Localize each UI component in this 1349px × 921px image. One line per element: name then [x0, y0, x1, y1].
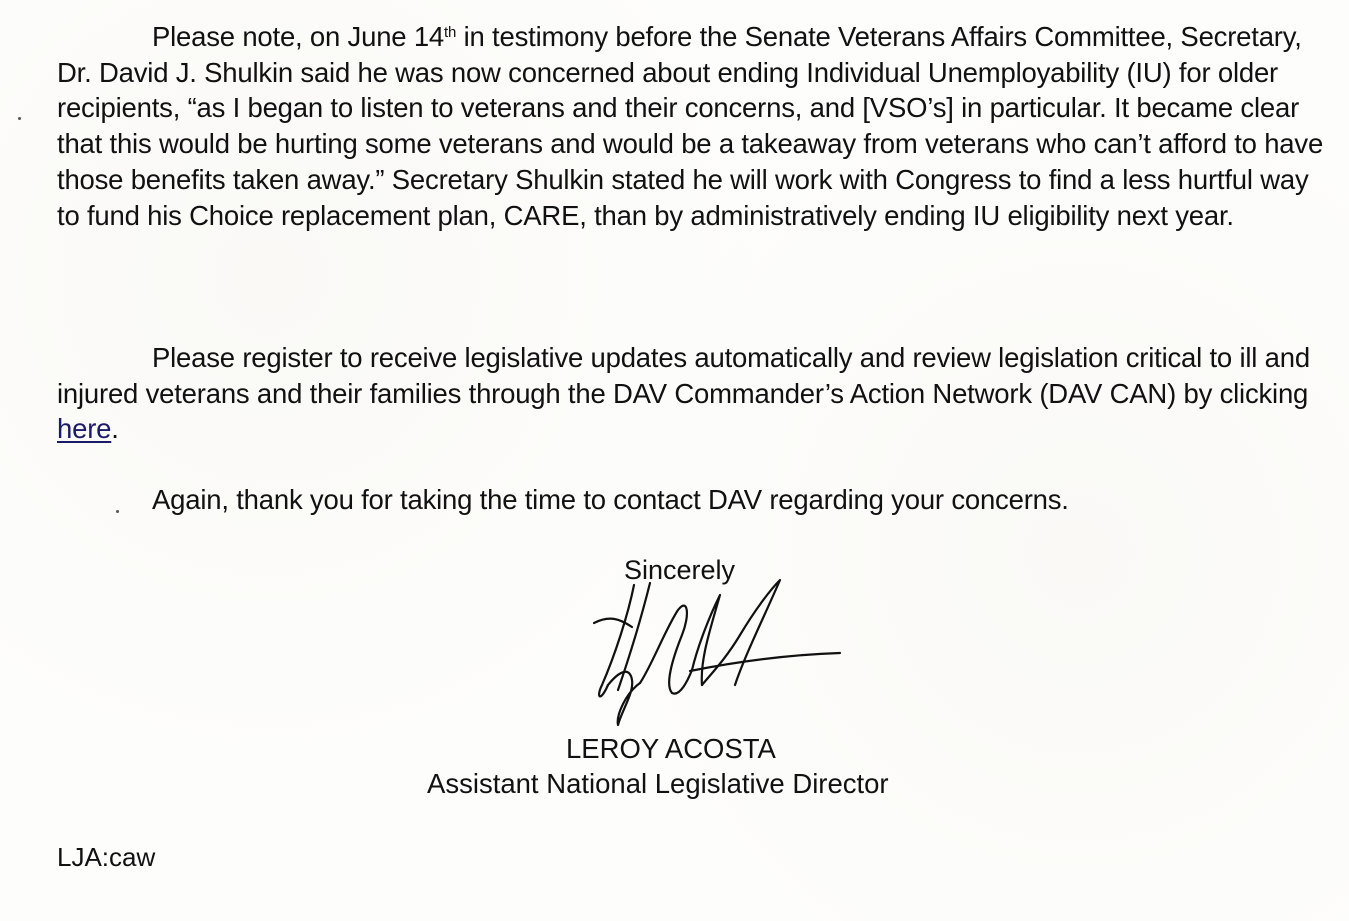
signer-title: Assistant National Legislative Director: [427, 768, 889, 799]
signature-stroke: [692, 595, 720, 685]
signature-stroke: [690, 653, 840, 671]
ordinal-suffix: th: [444, 24, 457, 41]
paragraph-text-start: Please register to receive legislative updates automatically and review legislation critical to ill and injured veterans and their families through the DAV Commander’s Action Network (DAV CAN) by clicking: [57, 342, 1310, 409]
paragraph-thanks: [57, 482, 1332, 518]
signature-icon: [560, 575, 860, 735]
paragraph-register: [57, 340, 1332, 447]
scan-speck: [18, 117, 21, 120]
paragraph-text-start: Please note, on June 14: [152, 21, 445, 52]
signature-stroke: [599, 585, 634, 696]
closing-salutation: Sincerely: [624, 555, 736, 585]
paragraph-text-end: .: [111, 413, 119, 445]
paragraph-text-rest: in testimony before the Senate Veterans Affairs Committee, Secretary, Dr. David J. Shulkin said he was now concerned about ending Individual Unemployability (IU) for older recipients, “as I began to listen to veterans and their concerns, and [VSO’s] in particular. It became clear that this would be hurting some veterans and would be a takeaway from veterans who can’t afford to have those benefits taken away.” Secretary Shulkin stated he will work with Congress to find a less hurtful way to fund his Choice replacement plan, CARE, than by administratively ending IU eligibility next year.: [57, 21, 1324, 231]
register-here-link[interactable]: here: [57, 413, 112, 445]
signature-stroke: [640, 606, 692, 694]
reference-initials: LJA:caw: [57, 842, 156, 872]
signature-stroke: [608, 672, 640, 725]
signature-stroke: [702, 580, 780, 685]
paragraph-testimony: [57, 19, 1332, 233]
paragraph-text: Again, thank you for taking the time to contact DAV regarding your concerns.: [152, 484, 1069, 515]
signer-name: LEROY ACOSTA: [566, 733, 776, 764]
